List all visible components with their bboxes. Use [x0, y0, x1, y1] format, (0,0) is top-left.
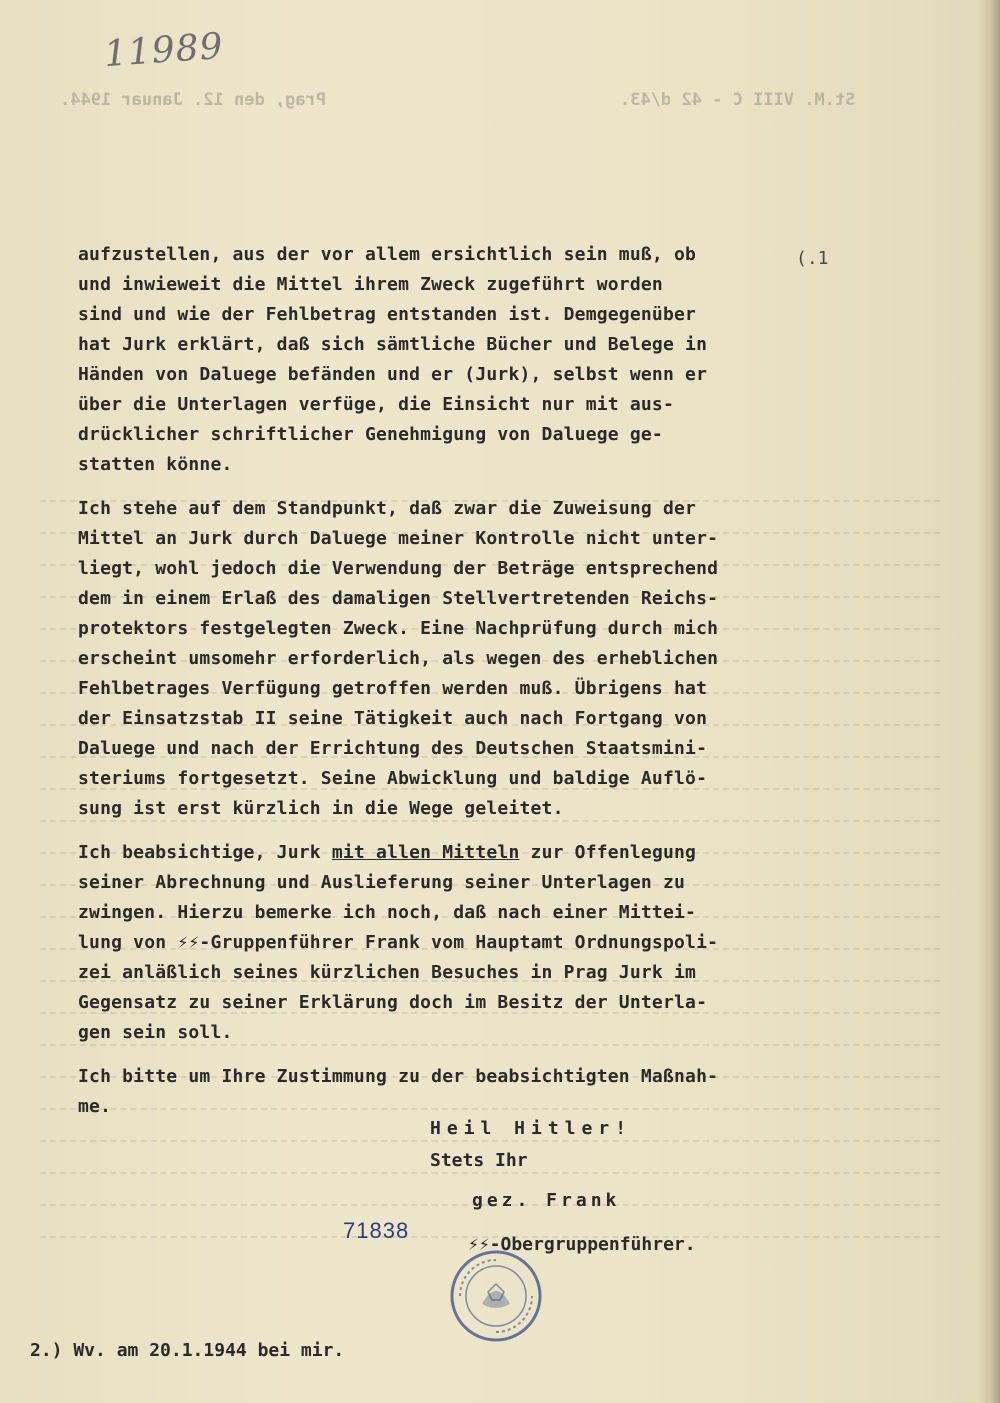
- signature-rank: ⚡⚡-Obergruppenführer.: [468, 1234, 696, 1255]
- text-line: sind und wie der Fehlbetrag entstanden ist. Demgegenüber: [78, 304, 697, 325]
- signature-greeting: Heil Hitler!: [430, 1118, 633, 1139]
- text-line: drücklicher schriftlicher Genehmigung von Daluege ge-: [78, 424, 663, 445]
- paragraph-4: [78, 1062, 798, 1122]
- archive-seal-stamp-icon: [448, 1248, 544, 1344]
- text-line: sung ist erst kürzlich in die Wege geleitet.: [78, 798, 564, 819]
- footer-note: 2.) Wv. am 20.1.1944 bei mir.: [30, 1340, 345, 1361]
- text-line: aufzustellen, aus der vor allem ersichtlich sein muß, ob: [78, 244, 697, 265]
- text-line: gen sein soll.: [78, 1022, 233, 1043]
- handwritten-archive-number: 11989: [102, 25, 225, 76]
- text-line: dem in einem Erlaß des damaligen Stellvertretenden Reichs-: [78, 588, 719, 609]
- signature-closing: Stets Ihr: [430, 1150, 528, 1171]
- text-line: steriums fortgesetzt. Seine Abwicklung und baldige Auflö-: [78, 768, 708, 789]
- letter-body: [78, 240, 798, 1136]
- text-line: lung von ⚡⚡-Gruppenführer Frank vom Hauptamt Ordnungspoli-: [78, 932, 719, 953]
- text-line: Ich stehe auf dem Standpunkt, daß zwar die Zuweisung der: [78, 498, 697, 519]
- text-line: Fehlbetrages Verfügung getroffen werden muß. Übrigens hat: [78, 678, 708, 699]
- text-line: Daluege und nach der Errichtung des Deutschen Staatsmini-: [78, 738, 708, 759]
- paragraph-2: [78, 494, 798, 824]
- text-line: Mittel an Jurk durch Daluege meiner Kontrolle nicht unter-: [78, 528, 719, 549]
- text-line: Ich beabsichtige, Jurk mit allen Mitteln zur Offenlegung: [78, 842, 697, 863]
- margin-mark: (.1: [796, 248, 829, 269]
- stamp-number: 71838: [343, 1218, 410, 1243]
- text-line: Händen von Daluege befänden und er (Jurk), selbst wenn er: [78, 364, 708, 385]
- text-line: me.: [78, 1096, 112, 1117]
- text-line: Ich bitte um Ihre Zustimmung zu der beabsichtigten Maßnah-: [78, 1066, 719, 1087]
- text-line: und inwieweit die Mittel ihrem Zweck zugeführt worden: [78, 274, 663, 295]
- paragraph-1: [78, 240, 798, 480]
- bleed-through-header-right: St.M. VIII C - 42 d/43.: [620, 90, 856, 110]
- text-line: erscheint umsomehr erforderlich, als wegen des erheblichen: [78, 648, 719, 669]
- signature-name: gez. Frank: [472, 1190, 621, 1211]
- text-line: zwingen. Hierzu bemerke ich noch, daß nach einer Mittei-: [78, 902, 697, 923]
- text-line: Gegensatz zu seiner Erklärung doch im Besitz der Unterla-: [78, 992, 708, 1013]
- bleed-through-header-left: Prag, den 12. Januar 1944.: [60, 90, 327, 110]
- text-line: statten könne.: [78, 454, 233, 475]
- paper-edge-shadow: [978, 0, 1000, 1403]
- text-line: hat Jurk erklärt, daß sich sämtliche Bücher und Belege in: [78, 334, 708, 355]
- text-line: zei anläßlich seines kürzlichen Besuches in Prag Jurk im: [78, 962, 697, 983]
- text-line: seiner Abrechnung und Auslieferung seiner Unterlagen zu: [78, 872, 686, 893]
- text-line: über die Unterlagen verfüge, die Einsicht nur mit aus-: [78, 394, 674, 415]
- underlined-phrase: mit allen Mitteln: [331, 842, 520, 863]
- text-line: protektors festgelegten Zweck. Eine Nachprüfung durch mich: [78, 618, 719, 639]
- text-line: der Einsatzstab II seine Tätigkeit auch nach Fortgang von: [78, 708, 708, 729]
- paragraph-3: [78, 838, 798, 1048]
- text-line: liegt, wohl jedoch die Verwendung der Beträge entsprechend: [78, 558, 719, 579]
